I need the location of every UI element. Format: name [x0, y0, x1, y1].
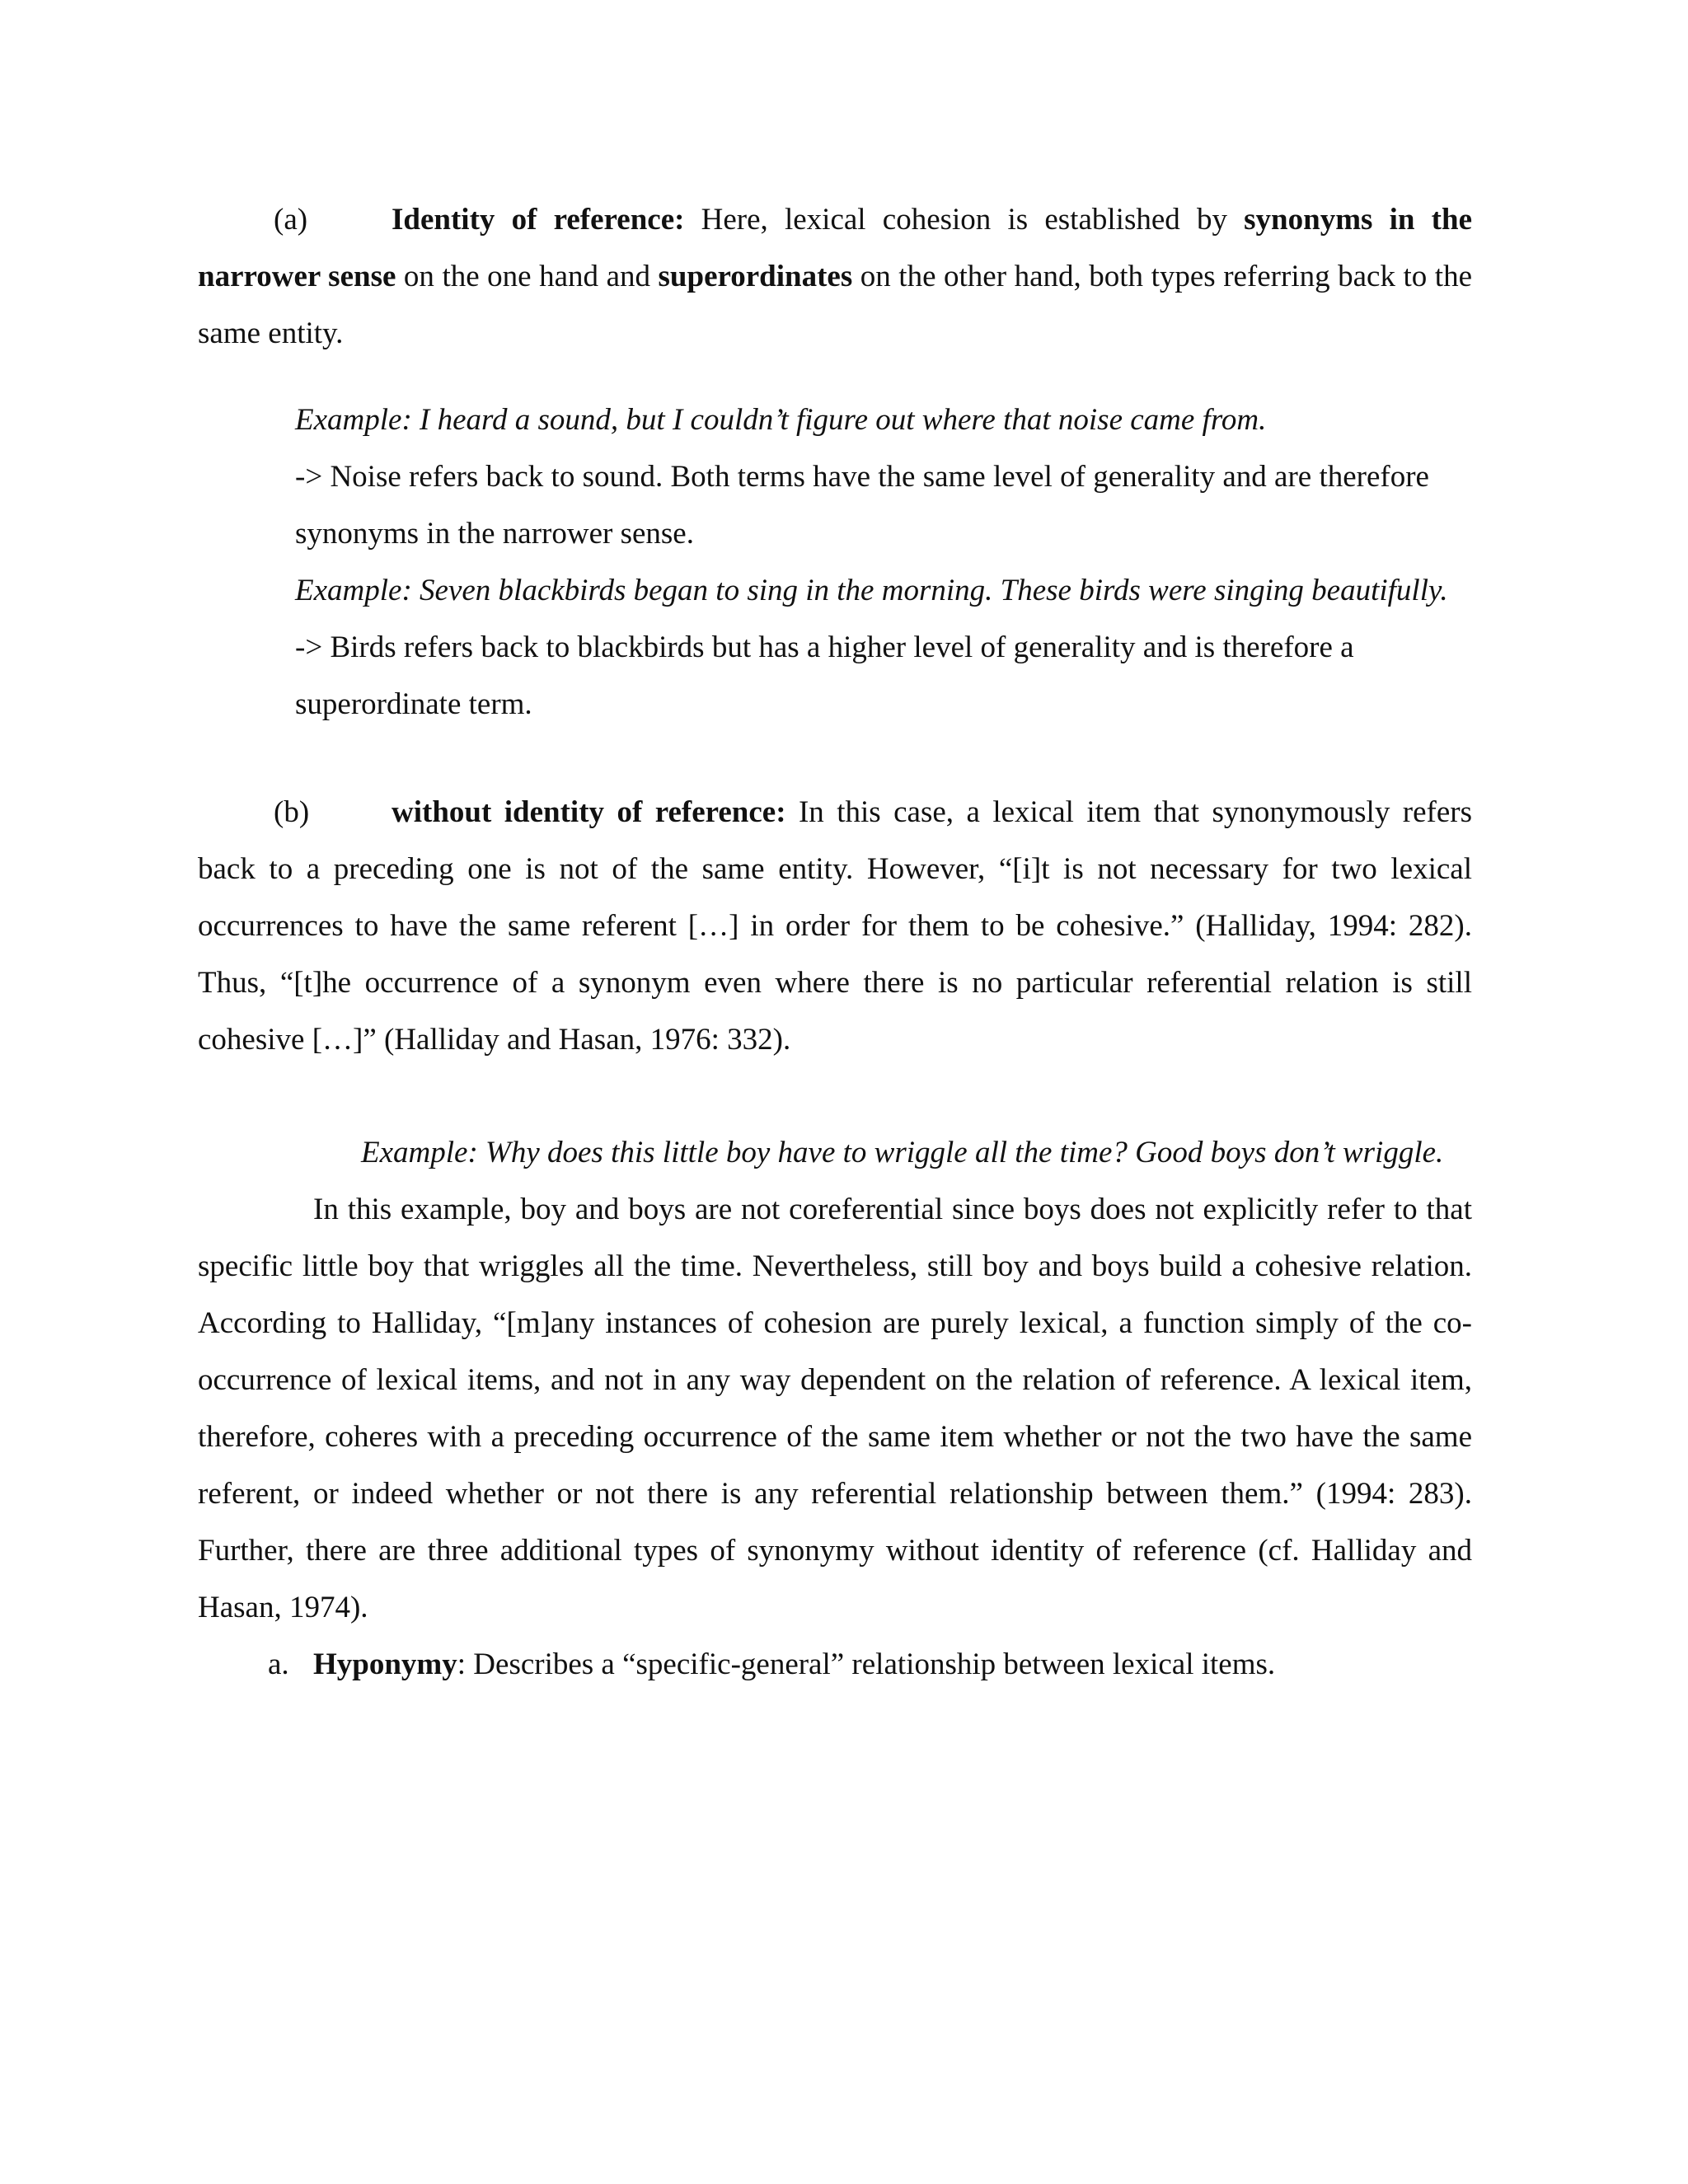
section-a-text-3: on the other hand, both types referring back to the same entity. — [198, 260, 1472, 350]
section-a-paragraph — [198, 191, 1472, 362]
section-a-text-1: Here, lexical cohesion is established by — [684, 203, 1245, 237]
list-letter: a. — [268, 1647, 289, 1681]
section-a-marker: (a) — [274, 203, 308, 237]
section-b-text: In this case, a lexical item that synonymously refers back to a preceding one is not of the same entity. However, “[i]t is not necessary for two lexical occurrences to have the same referent […] in order for them to be cohesive.” (Halliday, 1994: 282). Thus, “[t]he occurrence of a synonym even where there is no particular referential relation is still cohesive […]” (Halliday and Hasan, 1976: 332). — [198, 795, 1472, 1057]
section-a-examples — [295, 391, 1472, 733]
section-b-term: without identity of reference: — [392, 795, 786, 829]
superordinates-term: superordinates — [658, 260, 853, 293]
section-a-term: Identity of reference: — [392, 203, 685, 237]
explanation-blackbirds: -> Birds refers back to blackbirds but has a higher level of generality and is therefore a superordinate term. — [295, 630, 1354, 721]
list-item-hyponymy — [268, 1636, 1472, 1693]
synonyms-narrower-sense-term: synonyms in the narrower sense — [198, 203, 1472, 293]
example-sound-noise: Example: I heard a sound, but I couldn’t figure out where that noise came from. — [295, 403, 1267, 437]
section-b-marker: (b) — [274, 795, 310, 829]
example-little-boy: Example: Why does this little boy have to wriggle all the time? Good boys don’t wriggle. — [361, 1136, 1444, 1169]
section-b-paragraph — [198, 784, 1472, 1068]
hyponymy-term: Hyponymy — [313, 1647, 457, 1681]
coreference-paragraph: In this example, boy and boys are not coreferential since boys does not explicitly refer to that specific little boy that wriggles all the time. Nevertheless, still boy and boys build a cohesive relation. According to Halliday, “[m]any instances of cohesion are purely lexical, a function simply of the co-occurrence of lexical items, and not in any way dependent on the relation of reference. A lexical item, therefore, coheres with a preceding occurrence of the same item whether or not the two have the same referent, or indeed whether or not there is any referential relationship between them.” (1994: 283). Further, there are three additional types of synonymy without identity of reference (cf. Halliday and Hasan, 1974). — [198, 1193, 1472, 1624]
section-a-text-2: on the one hand and — [396, 260, 659, 293]
example-blackbirds: Example: Seven blackbirds began to sing in the morning. These birds were singing beautifully. — [295, 574, 1448, 607]
explanation-sound-noise: -> Noise refers back to sound. Both terms have the same level of generality and are therefore synonyms in the narrower sense. — [295, 460, 1429, 551]
hyponymy-description: : Describes a “specific-general” relationship between lexical items. — [457, 1647, 1276, 1681]
